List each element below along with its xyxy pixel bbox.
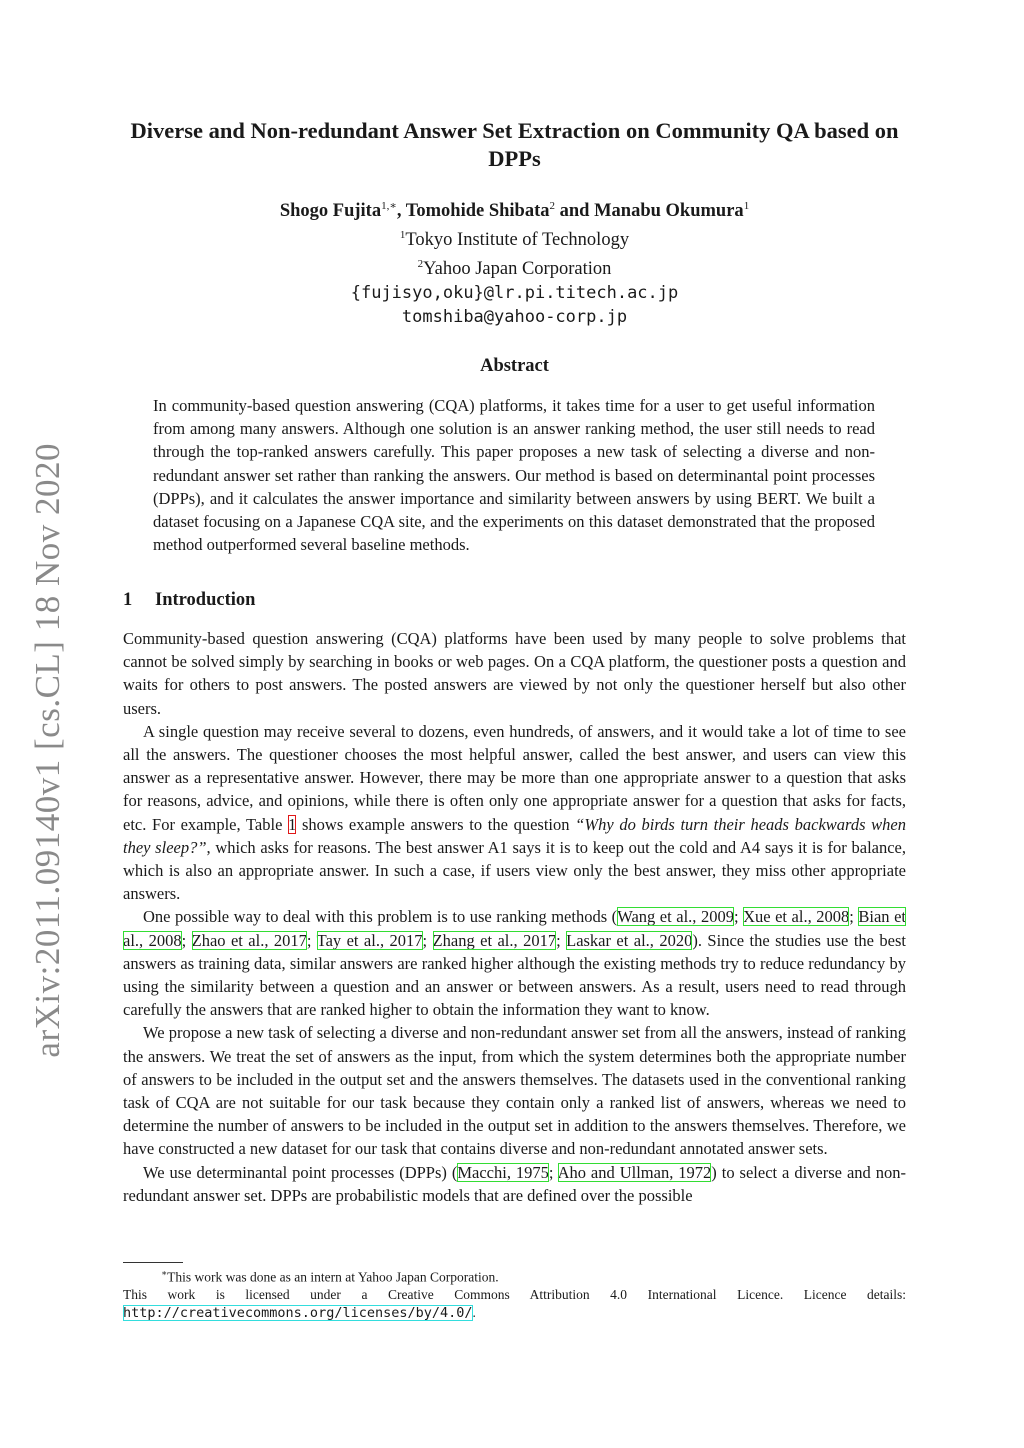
citation-link[interactable]: Laskar et al., 2020 (566, 930, 693, 950)
affiliation-mark: 1,∗ (381, 200, 397, 212)
email: tomshiba@yahoo-corp.jp (401, 307, 628, 328)
abstract-text: In community-based question answering (CQA) platforms, it takes time for a user to get useful information from among many answers. Although one solution is an answer ranking method, the user still needs to read through the top-ranked answers carefully. This paper proposes a new task of selecting a diverse and non-redundant answer set rather than ranking the answers. Our method is based on determinantal point processes (DPPs), and it calculates the answer importance and similarity between answers by using BERT. We built a dataset focusing on a Japanese CQA site, and the experiments on this dataset demonstrated that the proposed method outperformed several baseline methods. (153, 396, 875, 555)
section-number: 1 (123, 590, 133, 610)
citation-link[interactable]: Zhao et al., 2017 (191, 930, 307, 950)
paragraph: We propose a new task of selecting a diverse and non-redundant answer set from all the answers, instead of ranking the answers. We treat the set of answers as the input, from which the system determines both the appropriate number of answers to be included in the output set and the answers themselves. The datasets used in the conventional ranking task of CQA are not suitable for our task because they contain only a ranked list of answers, whereas we need to determine the number of answers to be included in the output set in addition to the answers themselves. Therefore, we have constructed a new dataset for our task that contains diverse and non-redundant annotated answer sets. (123, 1023, 906, 1159)
author-name: Tomohide Shibata (405, 201, 550, 222)
arxiv-identifier: arXiv:2011.09140v1 [cs.CL] 18 Nov 2020 (28, 442, 67, 1058)
abstract-heading: Abstract (480, 356, 549, 376)
affiliation-mark: 1 (743, 200, 750, 212)
citation-link[interactable]: Zhang et al., 2017 (432, 930, 557, 950)
introduction-body (123, 627, 906, 1207)
email: {fujisyo,oku}@lr.pi.titech.ac.jp (350, 283, 679, 304)
section-heading (123, 590, 255, 611)
citation-link[interactable]: Macchi, 1975 (457, 1162, 549, 1182)
citation-link[interactable]: Xue et al., 2008 (743, 907, 850, 927)
affiliation: $^1$Tokyo Institute of Technology (399, 229, 630, 251)
arxiv-side-label (8, 442, 88, 1058)
affiliation: $^2$Yahoo Japan Corporation (417, 258, 612, 280)
example-question: “Why do birds turn their heads backwards when they sleep?” (123, 814, 907, 857)
affiliation-mark: 2 (549, 200, 556, 212)
paper-title: Diverse and Non-redundant Answer Set Extraction on Community QA based on DPPs (130, 118, 899, 171)
citation-link[interactable]: Wang et al., 2009 (617, 907, 734, 927)
paragraph: A single question may receive several to dozens, even hundreds, of answers, and it would take a lot of time to see all the answers. The questioner chooses the most helpful answer, called the best answer, and users can view this answer as a representative answer. However, there may be more than one appropriate answer to a question that asks for reasons, advice, and opinions, while there is often only one appropriate answer for a question that asks for facts, etc. For example, Table 1 shows example answers to the question “Why do birds turn their heads backwards when they sleep?”, which asks for reasons. The best answer A1 says it is to keep out the cold and A4 says it is for balance, which is also an appropriate answer. In such a case, if users view only the best answer, they miss other appropriate answers. (123, 721, 907, 904)
paragraph: Community-based question answering (CQA) platforms have been used by many people to solve problems that cannot be solved simply by searching in books or web pages. On a CQA platform, the questioner posts a question and waits for others to post answers. The posted answers are viewed by not only the questioner herself but also other users. (123, 629, 906, 718)
paragraph: We use determinantal point processes (DPPs) (Macchi, 1975; Aho and Ullman, 1972) to select a diverse and non-redundant answer set. DPPs are probabilistic models that are defined over the possible (123, 1162, 906, 1205)
license-url-link[interactable]: http://creativecommons.org/licenses/by/4.0/ (123, 1304, 473, 1321)
author-name: Shogo Fujita (279, 201, 382, 222)
table-reference-link[interactable]: 1 (288, 814, 297, 834)
author-name: Manabu Okumura (594, 201, 744, 222)
footnote-mark: ∗ (161, 1268, 168, 1278)
citation-link[interactable]: Tay et al., 2017 (316, 930, 423, 950)
license-note: This work is licensed under a Creative Commons Attribution 4.0 International Licence. Licence details: http://creativecommons.org/licenses/by/4.0/. (123, 1287, 906, 1321)
author-names: Shogo Fujita$^{1,∗}$, Tomohide Shibata$^2$ and Manabu Okumura$^1$ (279, 200, 750, 222)
section-title: Introduction (155, 590, 256, 610)
citation-link[interactable]: Aho and Ullman, 1972 (557, 1162, 712, 1182)
footnote: ∗This work was done as an intern at Yahoo Japan Corporation. (161, 1268, 499, 1285)
footnote-rule (123, 1262, 183, 1263)
citation-link[interactable]: Bian et al., 2008 (123, 907, 906, 950)
paragraph: One possible way to deal with this problem is to use ranking methods (Wang et al., 2009; Xue et al., 2008; Bian et al., 2008; Zhao et al., 2017; Tay et al., 2017; Zhang et al., 2017; Laskar et al., 2020). Since the studies use the best answers as training data, similar answers are ranked higher although the existing methods try to reduce redundancy by using the similarity between a question and an answer or between answers. As a result, users need to read through carefully the answers that are ranked higher to obtain the information they want to know. (123, 907, 906, 1020)
author-block (123, 194, 906, 329)
footnotes (123, 1265, 906, 1322)
